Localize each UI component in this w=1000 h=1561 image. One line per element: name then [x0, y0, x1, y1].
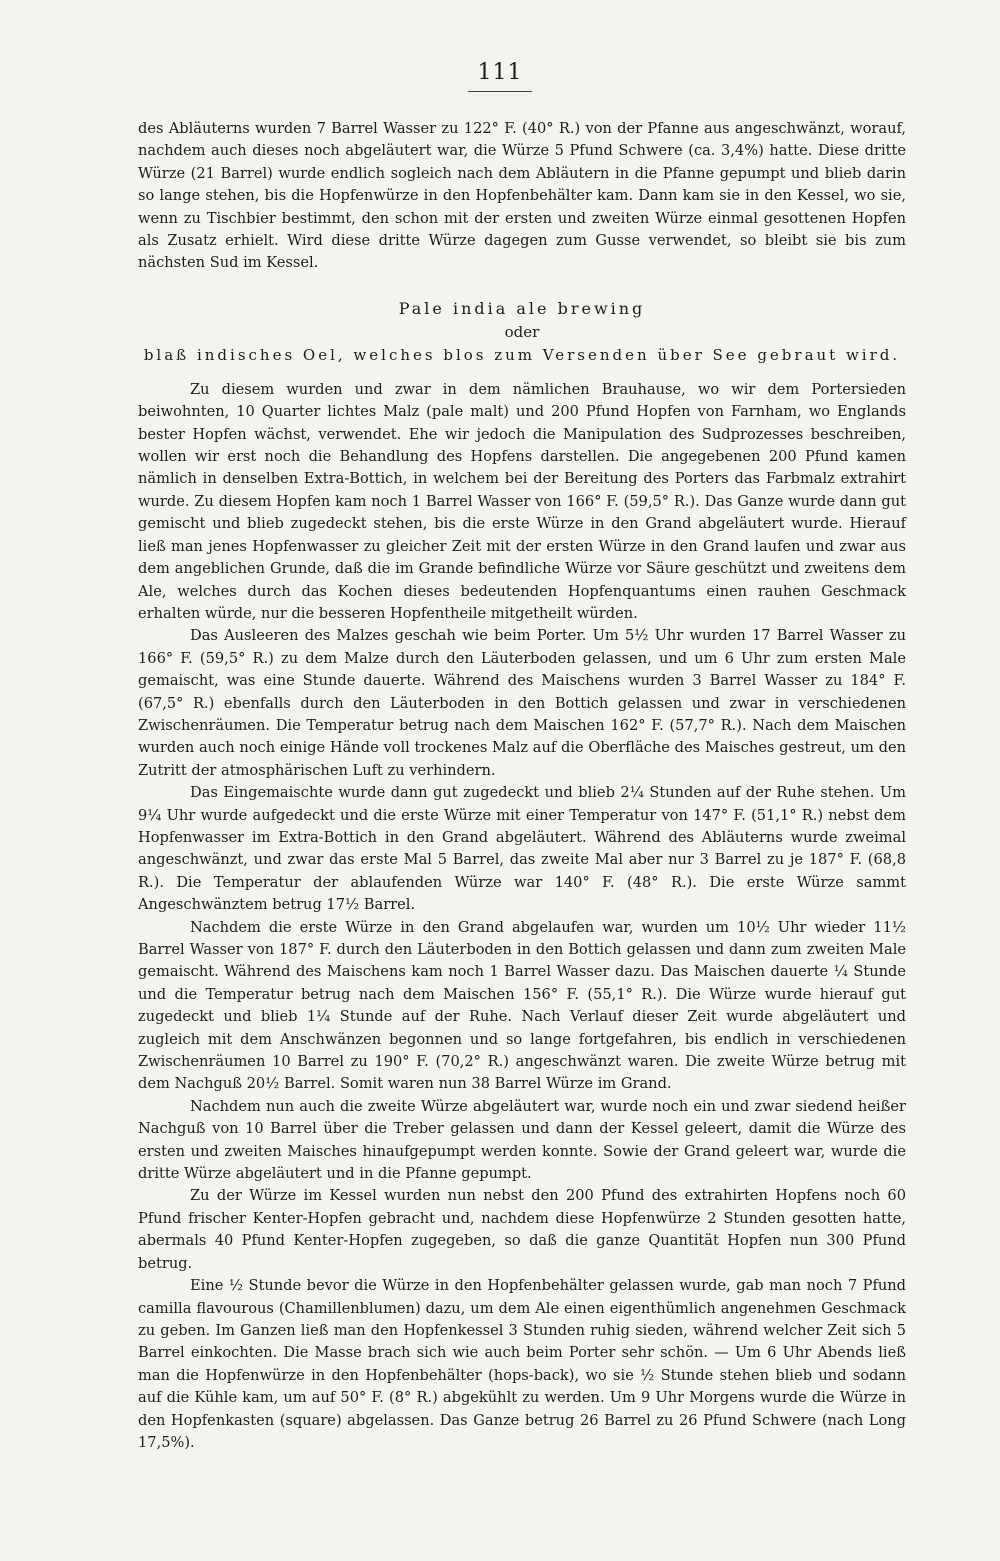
intro-paragraph: des Abläuterns wurden 7 Barrel Wasser zu 122° F. (40° R.) von der Pfanne aus angeschwänzt, worauf, nachdem auch dieses noch abgeläutert war, die Würze 5 Pfund Schwere (ca. 3,4%) hatte. Diese dritte Würze (21 Barrel) wurde endlich sogleich nach dem Abläutern in die Pfanne gepumpt und blieb darin so lange stehen, bis die Hopfenwürze in den Hopfenbehälter kam. Dann kam sie in den Kessel, wo sie, wenn zu Tischbier bestimmt, den schon mit der ersten und zweiten Würze einmal gesottenen Hopfen als Zusatz erhielt. Wird diese dritte Würze dagegen zum Gusse verwendet, so bleibt sie bis zum nächsten Sud im Kessel.	[138, 120, 906, 272]
heading-oder: oder	[504, 322, 540, 341]
page-number: 111	[468, 60, 532, 92]
heading-english: Pale india ale brewing	[398, 298, 646, 318]
paragraph: Das Eingemaischte wurde dann gut zugedeckt und blieb 2¼ Stunden auf der Ruhe stehen. Um 9¼ Uhr wurde aufgedeckt und die erste Würze mit einer Temperatur von 147° F. (51,1° R.) nebst dem Hopfenwasser im Extra-Bottich in den Grand abgeläutert. Während des Abläuterns wurde zweimal angeschwänzt, und zwar das erste Mal 5 Barrel, das zweite Mal aber nur 3 Barrel zu je 187° F. (68,8 R.). Die Temperatur der ablaufenden Würze war 140° F. (48° R.). Die erste Würze sammt Angeschwänztem betrug 17½ Barrel.	[138, 784, 906, 914]
paragraph: Nachdem die erste Würze in den Grand abgelaufen war, wurden um 10½ Uhr wieder 11½ Barrel Wasser von 187° F. durch den Läuterboden in den Bottich gelassen und dann zum zweiten Male gemaischt. Während des Maischens kam noch 1 Barrel Wasser dazu. Das Maischen dauerte ¼ Stunde und die Temperatur betrug nach dem Maischen 156° F. (55,1° R.). Die Würze wurde hierauf gut zugedeckt und blieb 1¼ Stunde auf der Ruhe. Nach Verlauf dieser Zeit wurde abgeläutert und zugleich mit dem Anschwänzen begonnen und so lange fortgefahren, bis endlich in verschiedenen Zwischenräumen 10 Barrel zu 190° F. (70,2° R.) angeschwänzt waren. Die zweite Würze betrug mit dem Nachguß 20½ Barrel. Somit waren nun 38 Barrel Würze im Grand.	[138, 918, 906, 1093]
paragraph: Das Ausleeren des Malzes geschah wie beim Porter. Um 5½ Uhr wurden 17 Barrel Wasser zu 166° F. (59,5° R.) zu dem Malze durch den Läuterboden gelassen, und um 6 Uhr zum ersten Male gemaischt, was eine Stunde dauerte. Während des Maischens wurden 3 Barrel Wasser zu 184° F. (67,5° R.) ebenfalls durch den Läuterboden in den Bottich gelassen und zwar in verschiedenen Zwischenräumen. Die Temperatur betrug nach dem Maischen 162° F. (57,7° R.). Nach dem Maischen wurden auch noch einige Hände voll trockenes Malz auf die Oberfläche des Maisches gestreut, um den Zutritt der atmosphärischen Luft zu verhindern.	[138, 627, 906, 779]
paragraph: Nachdem nun auch die zweite Würze abgeläutert war, wurde noch ein und zwar siedend heißer Nachguß von 10 Barrel über die Treber gelassen und dann der Kessel geleert, damit die Würze des ersten und zweiten Maisches hinaufgepumpt werden konnte. Sowie der Grand geleert war, wurde die dritte Würze abgeläutert und in die Pfanne gepumpt.	[138, 1097, 906, 1183]
section-heading	[138, 297, 906, 367]
paragraph: Zu diesem wurden und zwar in dem nämlichen Brauhause, wo wir dem Portersieden beiwohnten, 10 Quarter lichtes Malz (pale malt) und 200 Pfund Hopfen von Farnham, wo Englands bester Hopfen wächst, verwendet. Ehe wir jedoch die Manipulation des Sudprozesses beschreiben, wollen wir erst noch die Behandlung des Hopfens darstellen. Die angegebenen 200 Pfund kamen nämlich in denselben Extra-Bottich, in welchem bei der Bereitung des Porters das Farbmalz extrahirt wurde. Zu diesem Hopfen kam noch 1 Barrel Wasser von 166° F. (59,5° R.). Das Ganze wurde dann gut gemischt und blieb zugedeckt stehen, bis die erste Würze in den Grand abgeläutert wurde. Hierauf ließ man jenes Hopfenwasser zu gleicher Zeit mit der ersten Würze in den Grand laufen und zwar aus dem angeblichen Grunde, daß die im Grande befindliche Würze vor Säure geschützt und zweitens dem Ale, welches durch das Kochen dieses bedeutenden Hopfenquantums einen rauhen Geschmack erhalten würde, nur die besseren Hopfentheile mitgetheilt würden.	[138, 380, 906, 622]
paragraph: Zu der Würze im Kessel wurden nun nebst den 200 Pfund des extrahirten Hopfens noch 60 Pfund frischer Kenter-Hopfen gebracht und, nachdem diese Hopfenwürze 2 Stunden gesotten hatte, abermals 40 Pfund Kenter-Hopfen zugegeben, so daß die ganze Quantität Hopfen nun 300 Pfund betrug.	[138, 1187, 906, 1272]
heading-german: blaß indisches Oel, welches blos zum Versenden über See gebraut wird.	[143, 345, 901, 364]
paragraph: Eine ½ Stunde bevor die Würze in den Hopfenbehälter gelassen wurde, gab man noch 7 Pfund camilla flavourous (Chamillenblumen) dazu, um dem Ale einen eigenthümlich angenehmen Geschmack zu geben. Im Ganzen ließ man den Hopfenkessel 3 Stunden ruhig sieden, während welcher Zeit sich 5 Barrel einkochten. Die Masse brach sich wie auch beim Porter sehr schön. — Um 6 Uhr Abends ließ man die Hopfenwürze in den Hopfenbehälter (hops-back), wo sie ½ Stunde stehen blieb und sodann auf die Kühle kam, um auf 50° F. (8° R.) abgekühlt zu werden. Um 9 Uhr Morgens wurde die Würze in den Hopfenkasten (square) abgelassen. Das Ganze betrug 26 Barrel zu 26 Pfund Schwere (nach Long 17,5%).	[138, 1277, 906, 1451]
page-body	[138, 118, 906, 1454]
